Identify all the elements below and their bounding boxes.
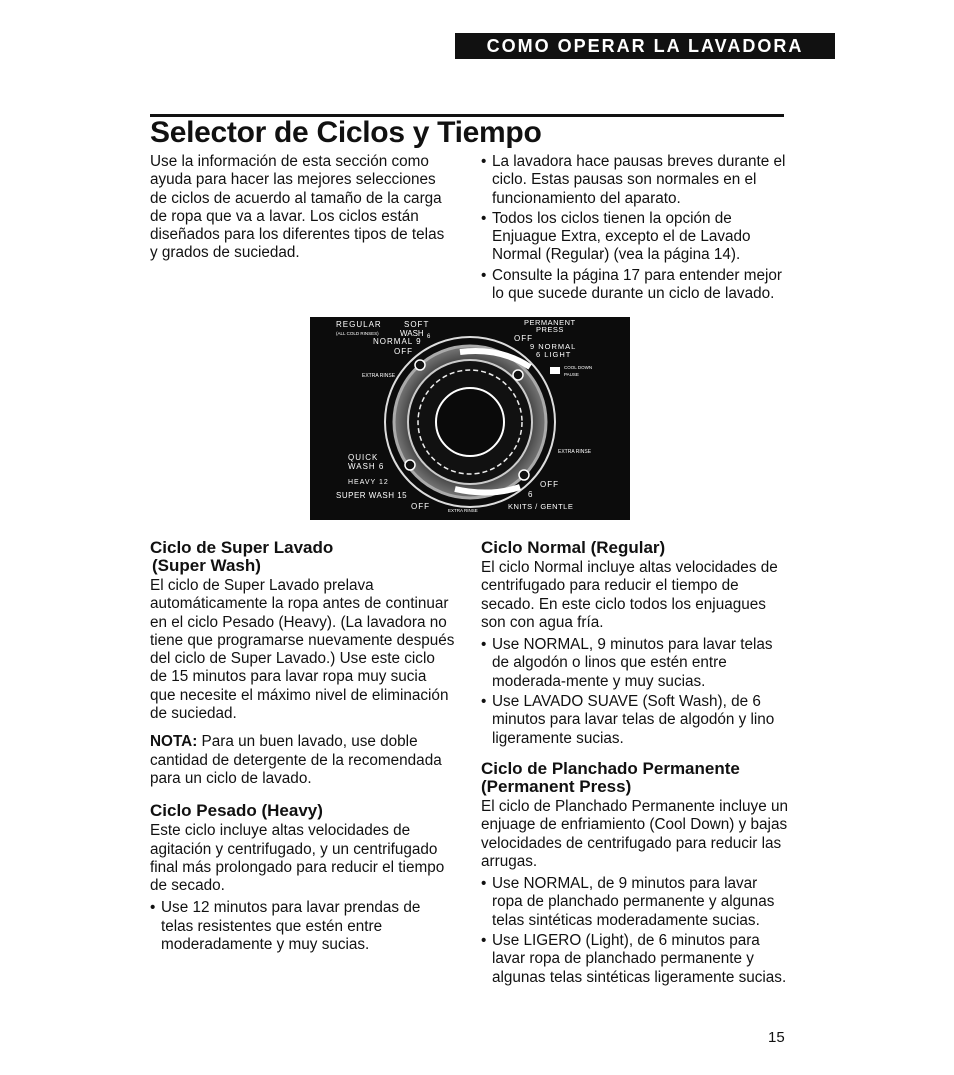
heavy-body: Este ciclo incluye altas velocidades de agitación y centrifugado, y un centrifugado final más prolongado para reducir el tiempo de secado.: [150, 822, 445, 895]
list-item: • Use 12 minutos para lavar prendas de telas resistentes que estén entre moderadamente y muy sucias.: [150, 899, 455, 954]
permanent-body: El ciclo de Planchado Permanente incluye un enjuage de enfriamiento (Cool Down) y bajas velocidades de centrifugado para reducir las arrugas.: [481, 797, 788, 870]
dial-marker: [415, 360, 425, 370]
dial-svg: [310, 317, 630, 520]
super-wash-body: El ciclo de Super Lavado prelava automáticamente la ropa antes de continuar en el ciclo Pesado (Heavy). (La lavadora no tiene que programarse nuevamente después del ciclo de Super Lavado.) Use este ciclo de 15 minutos para lavar ropa muy sucia que necesite el máximo nivel de eliminación de suciedad.: [150, 577, 455, 723]
permanent-heading: Ciclo de Planchado Permanente: [481, 758, 740, 778]
notes-list: [481, 153, 786, 303]
cycle-dial-illustration: [310, 317, 630, 520]
list-item: • Todos los ciclos tienen la opción de Enjuague Extra, excepto el de Lavado Normal (Regular) (vea la página 14).: [481, 210, 786, 265]
label-extra-rinse-right: EXTRA RINSE: [558, 449, 592, 455]
dial-marker: [519, 470, 529, 480]
label-light-6: 6 LIGHT: [536, 350, 572, 359]
dial-marker: [513, 370, 523, 380]
label-off-top-right: OFF: [514, 334, 533, 343]
super-wash-note: [150, 733, 455, 788]
dial-marker: [405, 460, 415, 470]
label-extra-rinse-left: EXTRA RINSE: [362, 373, 396, 379]
label-normal-9: NORMAL 9: [373, 337, 422, 346]
label-off-right: OFF: [540, 480, 559, 489]
label-permanent: PERMANENT: [524, 318, 576, 327]
normal-body: El ciclo Normal incluye altas velocidades de centrifugado para reducir el tiempo de secado. En este ciclo todos los enjuagues son con agua fría.: [481, 559, 778, 631]
label-cool-down: COOL DOWN: [564, 365, 593, 370]
label-knits-gentle: KNITS / GENTLE: [508, 502, 574, 511]
list-item: • Use LAVADO SUAVE (Soft Wash), de 6 minutos para lavar telas de algodón y lino ligeramente sucias.: [481, 693, 791, 748]
super-wash-heading: Ciclo de Super Lavado: [150, 538, 334, 557]
heavy-list: [150, 899, 455, 954]
label-press: PRESS: [536, 325, 564, 334]
super-wash-subheading: (Super Wash): [152, 556, 261, 575]
list-item: • Use NORMAL, de 9 minutos para lavar ropa de planchado permanente y algunas telas sintéticas moderadamente sucias.: [481, 875, 791, 930]
cool-down-icon: [550, 367, 560, 374]
section-banner: COMO OPERAR LA LAVADORA: [455, 33, 835, 59]
label-off-top-left: OFF: [394, 347, 413, 356]
list-item: • La lavadora hace pausas breves durante el ciclo. Estas pausas son normales en el funcionamiento del aparato.: [481, 153, 786, 208]
label-six-right: 6: [528, 490, 533, 499]
label-quick: QUICK: [348, 453, 379, 462]
normal-list: [481, 636, 791, 748]
label-soft: SOFT: [404, 320, 430, 329]
label-wash-6: 6: [427, 334, 431, 340]
normal-heading: Ciclo Normal (Regular): [481, 538, 666, 557]
left-column: [150, 539, 455, 956]
permanent-subheading: (Permanent Press): [481, 776, 632, 796]
right-column: [481, 539, 791, 989]
heavy-heading: Ciclo Pesado (Heavy): [150, 801, 323, 821]
dial-knob[interactable]: [436, 388, 504, 456]
list-item: • Use LIGERO (Light), de 6 minutos para lavar ropa de planchado permanente y algunas telas sintéticas ligeramente sucias.: [481, 932, 791, 987]
intro-text: Use la información de esta sección como ayuda para hacer las mejores selecciones de ciclos de acuerdo al tamaño de la carga de ropa que va a lavar. Los ciclos están diseñados para los diferentes tipos de telas y grados de suciedad.: [150, 153, 445, 262]
label-heavy-12: HEAVY 12: [348, 479, 389, 486]
label-wash: WASH: [400, 329, 424, 338]
label-extra-rinse-bottom: EXTRA RINSE: [448, 508, 478, 513]
page-number: 15: [768, 1029, 785, 1046]
permanent-list: [481, 875, 791, 987]
list-item: • Use NORMAL, 9 minutos para lavar telas de algodón o linos que estén entre moderada-mente y muy sucias.: [481, 636, 791, 691]
label-off-bottom: OFF: [411, 502, 430, 511]
note-label: NOTA:: [150, 733, 198, 751]
notes-column: [481, 153, 786, 305]
list-item: • Consulte la página 17 para entender mejor lo que sucede durante un ciclo de lavado.: [481, 267, 786, 304]
label-normal-9-right: 9 NORMAL: [530, 342, 577, 351]
label-super-wash-15: SUPER WASH 15: [336, 491, 408, 500]
note-text: Para un buen lavado, use doble cantidad de detergente de la recomendada para un ciclo de lavado.: [150, 733, 442, 787]
label-regular: REGULAR: [336, 320, 382, 329]
label-pause: PAUSE: [564, 372, 579, 377]
page-title: Selector de Ciclos y Tiempo: [150, 116, 542, 149]
label-wash-6-left: WASH 6: [348, 462, 385, 471]
intro-column: [150, 153, 450, 273]
label-regular-sub: (ALL COLD RINSES): [336, 331, 379, 336]
